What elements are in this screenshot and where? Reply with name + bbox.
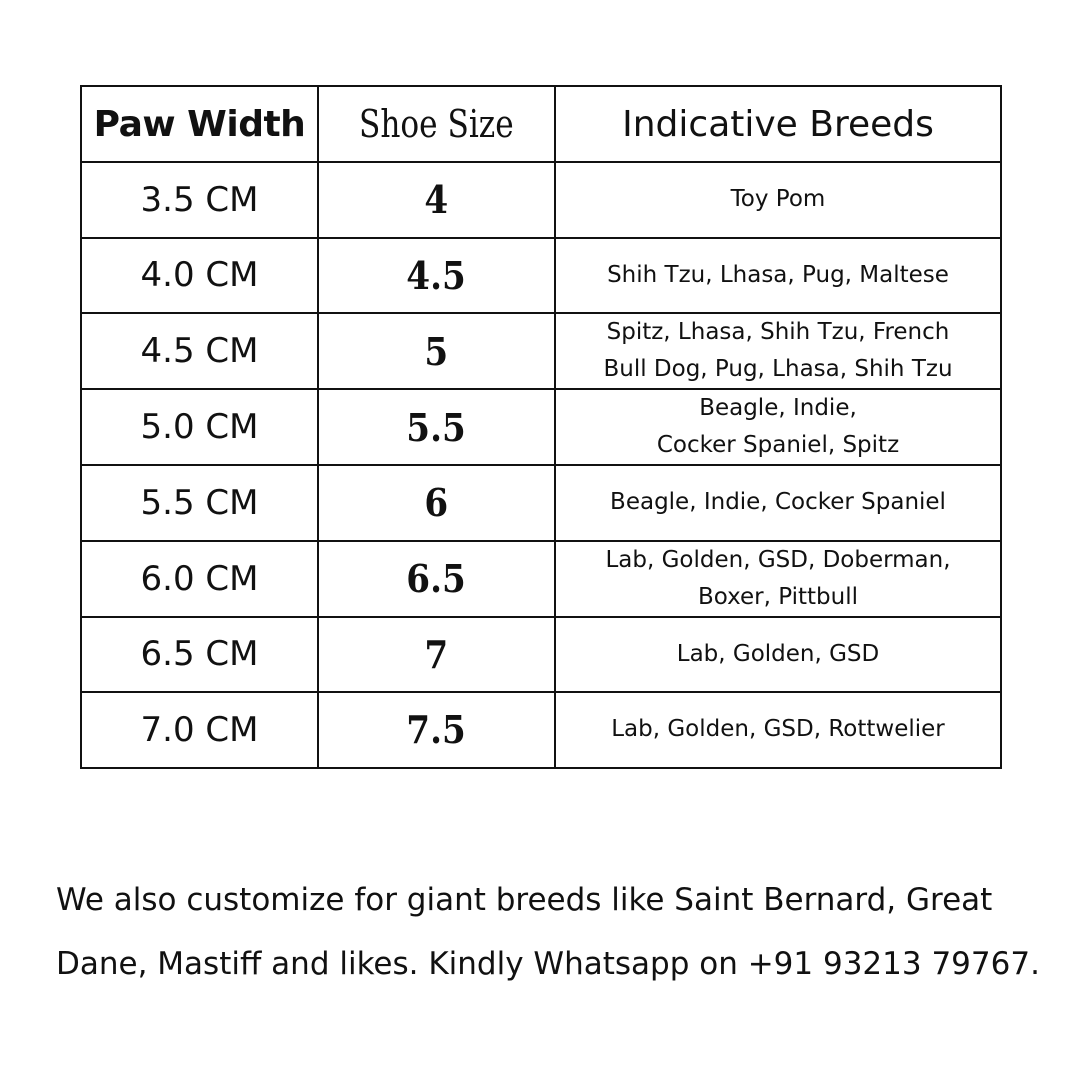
shoe-size-cell xyxy=(318,313,555,389)
header-shoe-size xyxy=(318,86,555,162)
table-row xyxy=(81,162,1001,238)
shoe-size-cell xyxy=(318,692,555,768)
shoe-size-cell xyxy=(318,389,555,465)
paw-width-cell: 4.5 CM xyxy=(81,313,318,389)
shoe-size-value: 7 xyxy=(424,631,449,677)
paw-width-cell: 6.5 CM xyxy=(81,617,318,693)
breeds-cell: Toy Pom xyxy=(555,162,1001,238)
header-indicative-breeds: Indicative Breeds xyxy=(555,86,1001,162)
shoe-size-value: 7.5 xyxy=(406,707,467,753)
paw-width-cell: 5.0 CM xyxy=(81,389,318,465)
table-row xyxy=(81,313,1001,389)
breeds-cell: Lab, Golden, GSD xyxy=(555,617,1001,693)
paw-width-cell: 3.5 CM xyxy=(81,162,318,238)
table-row xyxy=(81,617,1001,693)
shoe-size-value: 4 xyxy=(424,177,449,223)
header-paw-width: Paw Width xyxy=(81,86,318,162)
table-row xyxy=(81,465,1001,541)
paw-width-cell: 7.0 CM xyxy=(81,692,318,768)
table-row xyxy=(81,541,1001,617)
shoe-size-cell xyxy=(318,617,555,693)
breeds-cell: Beagle, Indie, Cocker Spaniel xyxy=(555,465,1001,541)
breeds-cell: Beagle, Indie, Cocker Spaniel, Spitz xyxy=(555,389,1001,465)
shoe-size-cell xyxy=(318,541,555,617)
shoe-size-cell xyxy=(318,238,555,314)
paw-width-cell: 4.0 CM xyxy=(81,238,318,314)
paw-width-cell: 6.0 CM xyxy=(81,541,318,617)
paw-width-cell: 5.5 CM xyxy=(81,465,318,541)
shoe-size-cell xyxy=(318,465,555,541)
breeds-cell: Spitz, Lhasa, Shih Tzu, French Bull Dog, Pug, Lhasa, Shih Tzu xyxy=(555,313,1001,389)
breeds-cell: Lab, Golden, GSD, Rottwelier xyxy=(555,692,1001,768)
table-header-row xyxy=(81,86,1001,162)
shoe-size-value: 6 xyxy=(424,480,449,526)
shoe-size-value: 5 xyxy=(424,328,449,374)
custom-order-note: We also customize for giant breeds like Saint Bernard, Great Dane, Mastiff and likes. Kindly Whatsapp on +91 93213 79767. xyxy=(56,882,1040,982)
header-shoe-size-label: Shoe Size xyxy=(359,102,514,146)
table-row xyxy=(81,389,1001,465)
table-row xyxy=(81,238,1001,314)
shoe-size-cell xyxy=(318,162,555,238)
breeds-cell: Lab, Golden, GSD, Doberman, Boxer, Pittbull xyxy=(555,541,1001,617)
shoe-size-value: 4.5 xyxy=(406,252,467,298)
shoe-size-value: 5.5 xyxy=(406,404,467,450)
shoe-size-value: 6.5 xyxy=(406,556,467,601)
size-chart-table xyxy=(80,85,1002,769)
table-row xyxy=(81,692,1001,768)
breeds-cell: Shih Tzu, Lhasa, Pug, Maltese xyxy=(555,238,1001,314)
